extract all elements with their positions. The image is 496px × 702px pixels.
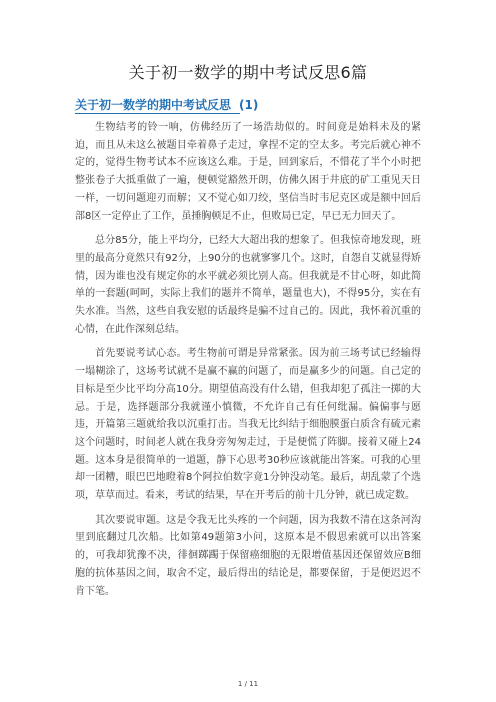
paragraph-2: 总分85分，能上平均分，已经大大超出我的想象了。但我惊奇地发现，班里的最高分竟然只有92分，上90分的也就寥寥几个。这时，自怨自艾就显得矫情，因为谁也没有规定你的水平就必须比别人高。但我就是不甘心呀，如此简单的一套题(呵呵，实际上我们的题并不简单，题量也大)，不得95分，实在有失水准。当然，这些自我安慰的话最终是骗不过自己的。因此，我怀着沉重的心情，在此作深刻总结。 [75,235,421,335]
section-underline [75,113,240,114]
article-body [75,119,421,607]
section-heading-text: 关于初一数学的期中考试反思 [75,98,232,112]
paragraph-1: 生物结考的铃一响，仿佛经历了一场浩劫似的。时间竟是始料未及的紧迫，而且从未这么被题目牵着鼻子走过，拿捏不定的空太多。考完后就心神不定的，觉得生物考试本不应该这么难。于是，回到家后，不惜花了半个小时把整张卷子大抵重做了一遍，便顿觉豁然开朗，仿佛久困于井底的矿工重见天日一样，一切问题迎刃而解；又不觉心如刀绞，坚信当时韦尼克区或是额中回后部8区一定停止了工作，虽捶胸顿足不止，但败局已定，早已无力回天了。 [75,122,421,222]
paragraph-4: 其次要说审题。这是令我无比头疼的一个问题，因为我数不清在这条河沟里到底翻过几次船。比如第49题第3小问，这原本是不假思索就可以出答案的，可我却犹豫不决，徘徊踯躅于保留癌细胞的无限增值基因还保留效应B细胞的抗体基因之间，取舍不定，最后得出的结论是，都要保留，于是便迟迟不肯下笔。 [75,514,421,597]
section-number: (1) [239,98,259,112]
section-heading [75,96,425,113]
page-number: 1 / 11 [237,680,259,688]
page-title: 关于初一数学的期中考试反思6篇 [128,63,368,82]
paragraph-3: 首先要说考试心态。考生物前可谓是异常紧张。因为前三场考试已经输得一塌糊涂了，这场考试就不是赢不赢的问题了，而是赢多少的问题。自己定的目标是至少比平均分高10分。期望值高没有什么错，但我却犯了孤注一掷的大忌。于是，选择题部分我就谨小慎微，不允许自己有任何纰漏。偏偏事与愿违，开篇第三题就给我以沉重打击。当我无比纠结于细胞膜蛋白质含有硫元素这个问题时，时间老人就在我身旁匆匆走过，于是便慌了阵脚。接着又碰上24题。这本身是很简单的一道题，静下心思考30秒应该就能出答案。可我的心里却一团糟，眼巴巴地瞪着8个阿拉伯数字竟1分钟没动笔。最后，胡乱蒙了个选项，草草而过。看来，考试的结果，早在开考后的前十几分钟，就已成定数。 [75,348,421,502]
